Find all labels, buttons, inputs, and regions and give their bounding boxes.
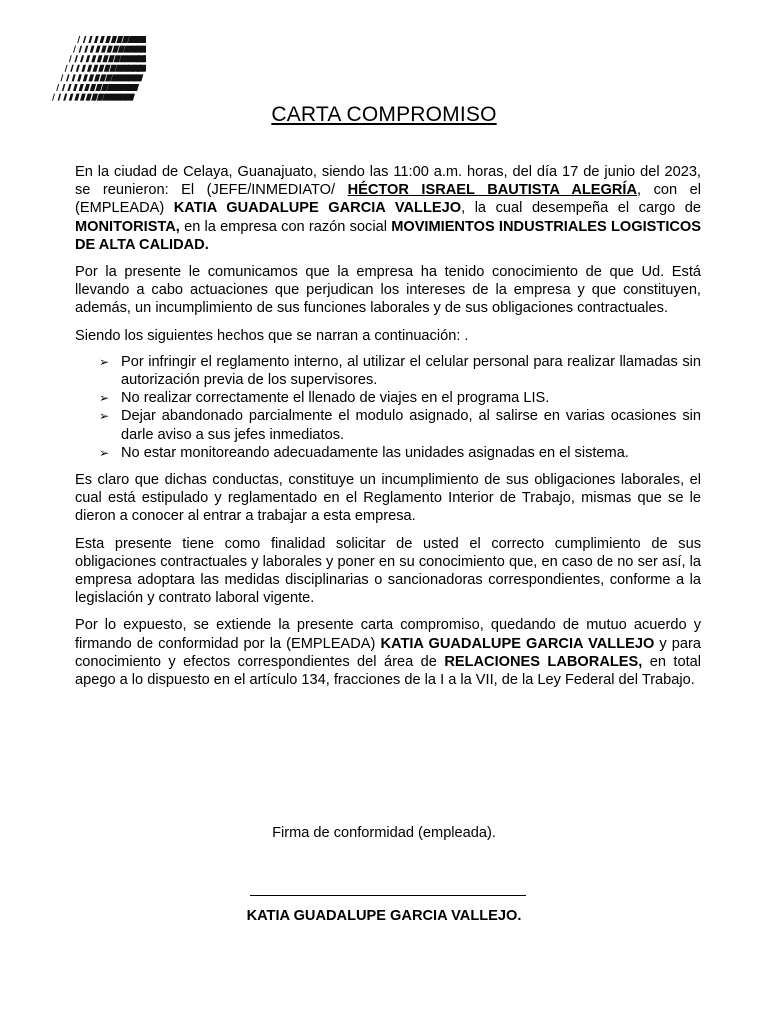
signature-caption: Firma de conformidad (empleada).: [272, 825, 496, 841]
logo-stripe-mark: [69, 94, 74, 101]
employee-name: KATIA GUADALUPE GARCIA VALLEJO: [380, 635, 655, 652]
logo-stripe-mark: [65, 65, 68, 72]
logo-stripe-mark: [88, 36, 92, 43]
logo-stripe-mark: [83, 74, 88, 81]
logo-stripe-mark: [112, 46, 119, 53]
logo-stripe-mark: [66, 74, 70, 81]
logo-stripe-mark: [102, 55, 108, 62]
logo-stripe-mark: [76, 65, 80, 72]
paragraph-closing: Por lo expuesto, se extiende la presente carta compromiso, quedando de mutuo acuerdo y firmando de conformidad por la (EMPLEADA) KATIA GUADALUPE GARCIA VALLEJO y para conocimiento y efectos correspondientes del área de RELACIONES LABORALES, en total apego a lo dispuesto en el artículo 134, fracciones de la I a la VII, de la Ley Federal del Trabajo.: [75, 617, 701, 689]
logo-stripe-mark: [84, 84, 90, 91]
logo-stripe-mark: [97, 55, 103, 62]
logo-stripe-mark: [79, 46, 83, 53]
logo-stripe-mark: [98, 65, 104, 72]
logo-stripe-mark: [88, 74, 94, 81]
logo-stripe-mark: [67, 84, 71, 91]
arrow-bullet-icon: ➢: [99, 354, 110, 369]
company-name: MOVIMIENTOS INDUSTRIALES LOGISTICOS DE ALTA CALIDAD.: [75, 218, 701, 253]
logo-stripe-mark: [79, 84, 84, 91]
logo-stripe-mark: [95, 84, 102, 91]
logo-stripe-mark: [107, 46, 113, 53]
logo-stripe-mark: [60, 74, 63, 81]
logo-stripe-mark: [100, 36, 105, 43]
logo-stripe-mark: [111, 36, 117, 43]
logo-stripe-mark: [73, 46, 76, 53]
logo-stripe-mark: [62, 84, 66, 91]
letter-body: [75, 163, 701, 698]
arrow-bullet-icon: ➢: [99, 409, 110, 424]
role-name: MONITORISTA,: [75, 218, 180, 235]
list-item: ➢ Por infringir el reglamento interno, al utilizar el celular personal para realizar llamadas sin autorización previa de los supervisores.: [99, 353, 701, 389]
logo-stripe-mark: [91, 55, 96, 62]
logo-stripe-mark: [52, 94, 55, 101]
employee-name: KATIA GUADALUPE GARCIA VALLEJO: [173, 200, 462, 217]
arrow-bullet-icon: ➢: [99, 445, 110, 460]
logo-stripe-mark: [105, 36, 111, 43]
logo-stripe-mark: [94, 74, 100, 81]
arrow-bullet-icon: ➢: [99, 391, 110, 406]
list-item: ➢ Dejar abandonado parcialmente el modulo asignado, al salirse en varias ocasiones sin darle aviso a sus jefes inmediatos.: [99, 408, 701, 443]
logo-stripe-mark: [80, 94, 86, 101]
logo-stripe-mark: [94, 36, 99, 43]
logo-stripe-mark: [63, 94, 67, 101]
logo-stripe-mark: [86, 55, 91, 62]
logo-stripe-mark: [56, 84, 59, 91]
paragraph-notice: Por la presente le comunicamos que la empresa ha tenido conocimiento de que Ud. Está llevando a cabo actuaciones que perjudican los intereses de la empresa y que constituyen, además, un incumplimiento de sus funciones laborales y de sus obligaciones contractuales.: [75, 264, 701, 317]
facts-list: [75, 353, 701, 462]
signature-name: KATIA GUADALUPE GARCIA VALLEJO.: [246, 908, 522, 924]
logo-stripe-mark: [116, 36, 123, 43]
paragraph-conduct: Es claro que dichas conductas, constituye un incumplimiento de sus obligaciones laborales, el cual está estipulado y reglamentado en el Reglamento Interior de Trabajo, mismas que se le dieron a conocer al entrar a trabajar a esta empresa.: [75, 472, 701, 525]
paragraph-purpose: Esta presente tiene como finalidad solicitar de usted el correcto cumplimiento de sus obligaciones contractuales y laborales y poner en su conocimiento que, en caso de no ser así, la empresa adoptara las medidas disciplinarias o sancionadoras correspondientes, conforme a la legislación y contrato laboral vigente.: [75, 535, 701, 607]
logo-stripe-mark: [108, 55, 115, 62]
list-item: ➢ No estar monitoreando adecuadamente las unidades asignadas en el sistema.: [99, 444, 629, 461]
signature-line: [250, 895, 526, 896]
logo-stripe-mark: [74, 94, 79, 101]
logo-stripe-mark: [90, 46, 95, 53]
logo-stripe-mark: [58, 94, 62, 101]
logo-stripe-mark: [91, 94, 98, 101]
logo-stripe-mark: [100, 74, 107, 81]
logo-stripe-mark: [90, 84, 96, 91]
logo-stripe-mark: [101, 46, 107, 53]
logo-stripe-mark: [77, 74, 82, 81]
logo-stripe-mark: [69, 55, 72, 62]
logo-stripe-mark: [93, 65, 99, 72]
logo-stripe-mark: [104, 65, 111, 72]
paragraph-facts-intro: Siendo los siguientes hechos que se narran a continuación: .: [75, 327, 469, 344]
logo-stripe-mark: [77, 36, 80, 43]
list-item: ➢ No realizar correctamente el llenado de viajes en el programa LIS.: [99, 390, 550, 407]
logo-stripe-mark: [73, 84, 78, 91]
document-title: CARTA COMPROMISO: [271, 103, 497, 126]
logo-stripe-mark: [86, 94, 92, 101]
logo-stripe-mark: [83, 36, 87, 43]
company-logo: [52, 34, 146, 104]
logo-stripe-mark: [70, 65, 74, 72]
paragraph-intro: En la ciudad de Celaya, Guanajuato, siendo las 11:00 a.m. horas, del día 17 de junio del 2023, se reunieron: El (JEFE/INMEDIATO/ HÉCTOR ISRAEL BAUTISTA ALEGRÍA, con el (EMPLEADA) KATIA GUADALUPE GARCIA VALLEJO, la cual desempeña el cargo de MONITORISTA, en la empresa con razón social MOVIMIENTOS INDUSTRIALES LOGISTICOS DE ALTA CALIDAD.: [75, 164, 701, 253]
boss-name: HÉCTOR ISRAEL BAUTISTA ALEGRÍA: [347, 182, 638, 199]
logo-stripe-mark: [95, 46, 100, 53]
logo-stripe-mark: [81, 65, 86, 72]
logo-stripe-mark: [72, 74, 76, 81]
logo-stripe-mark: [87, 65, 92, 72]
logo-stripe-mark: [84, 46, 88, 53]
logo-stripe-mark: [74, 55, 78, 62]
department-name: RELACIONES LABORALES,: [444, 653, 643, 670]
logo-stripe-mark: [80, 55, 84, 62]
